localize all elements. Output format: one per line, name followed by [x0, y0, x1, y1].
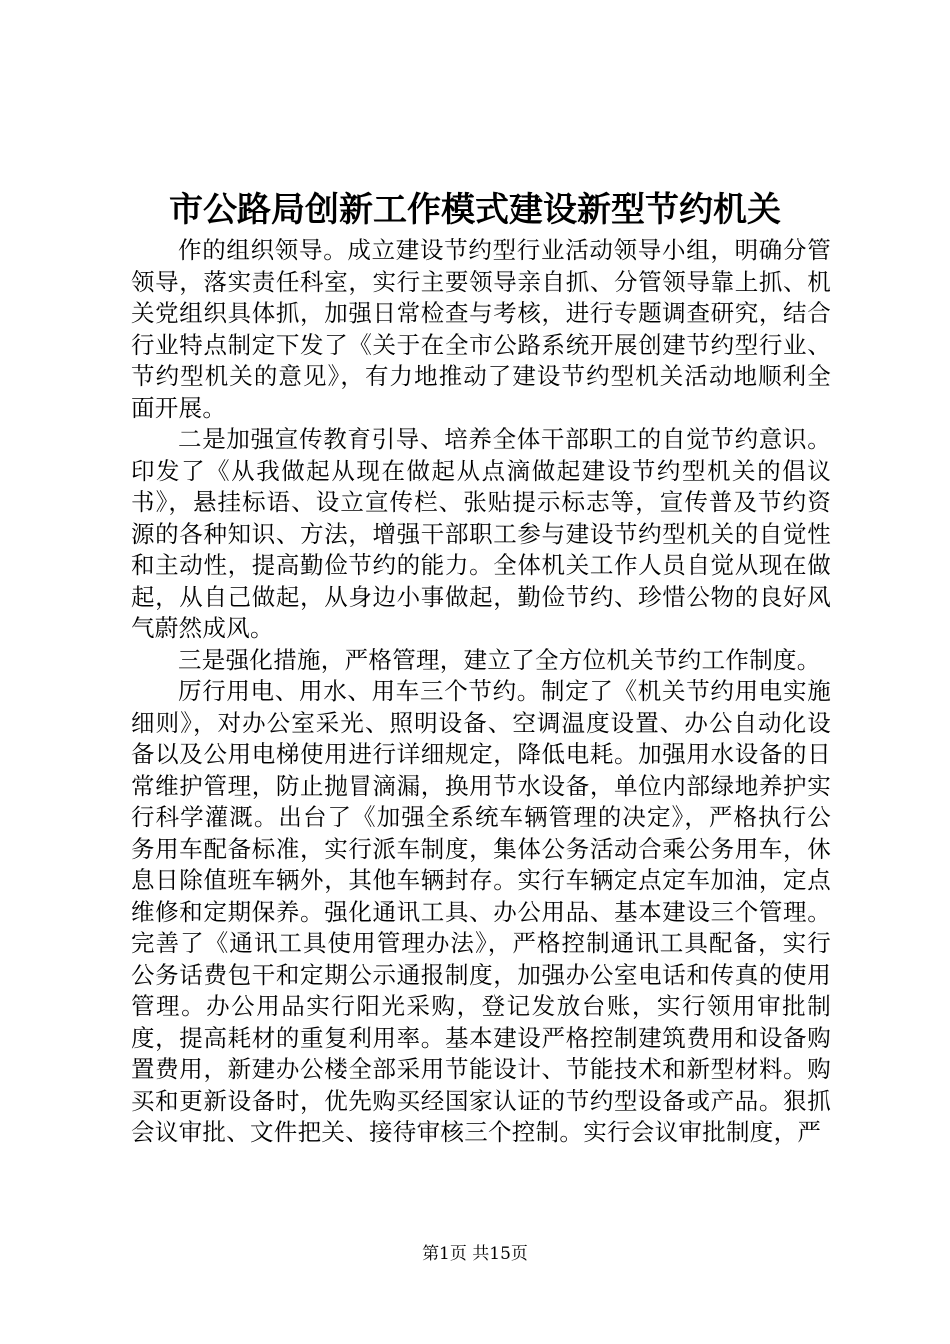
page-number-footer: 第1页 共15页: [422, 1244, 528, 1264]
paragraph: 三是强化措施，严格管理，建立了全方位机关节约工作制度。: [178, 645, 821, 674]
paragraph: 厉行用电、用水、用车三个节约。制定了《机关节约用电实施细则》，对办公室采光、照明设备、空调温度设置、办公自动化设备以及公用电梯使用进行详细规定，降低电耗。加强用水设备的日常维护管理，防止抛冒滴漏，换用节水设备，单位内部绿地养护实行科学灌溉。出台了《加强全系统车辆管理的决定》，严格执行公务用车配备标准，实行派车制度，集体公务活动合乘公务用车，休息日除值班车辆外，其他车辆封存。实行车辆定点定车加油，定点维修和定期保养。强化通讯工具、办公用品、基本建设三个管理。完善了《通讯工具使用管理办法》，严格控制通讯工具配备，实行公务话费包干和定期公示通报制度，加强办公室电话和传真的使用管理。办公用品实行阳光采购，登记发放台账，实行领用审批制度，提高耗材的重复利用率。基本建设严格控制建筑费用和设备购置费用，新建办公楼全部采用节能设计、节能技术和新型材料。购买和更新设备时，优先购买经国家认证的节约型设备或产品。狠抓会议审批、文件把关、接待审核三个控制。实行会议审批制度，严: [131, 677, 831, 1146]
document-body: [131, 235, 831, 1149]
document-title: 市公路局创新工作模式建设新型节约机关: [169, 190, 781, 230]
paragraph: 作的组织领导。成立建设节约型行业活动领导小组，明确分管领导，落实责任科室，实行主要领导亲自抓、分管领导靠上抓、机关党组织具体抓，加强日常检查与考核，进行专题调查研究，结合行业特点制定下发了《关于在全市公路系统开展创建节约型行业、节约型机关的意见》，有力地推动了建设节约型机关活动地顺利全面开展。: [131, 236, 831, 422]
paragraph: 二是加强宣传教育引导、培养全体干部职工的自觉节约意识。印发了《从我做起从现在做起从点滴做起建设节约型机关的倡议书》，悬挂标语、设立宣传栏、张贴提示标志等，宣传普及节约资源的各种知识、方法，增强干部职工参与建设节约型机关的自觉性和主动性，提高勤俭节约的能力。全体机关工作人员自觉从现在做起，从自己做起，从身边小事做起，勤俭节约、珍惜公物的良好风气蔚然成风。: [131, 425, 831, 642]
